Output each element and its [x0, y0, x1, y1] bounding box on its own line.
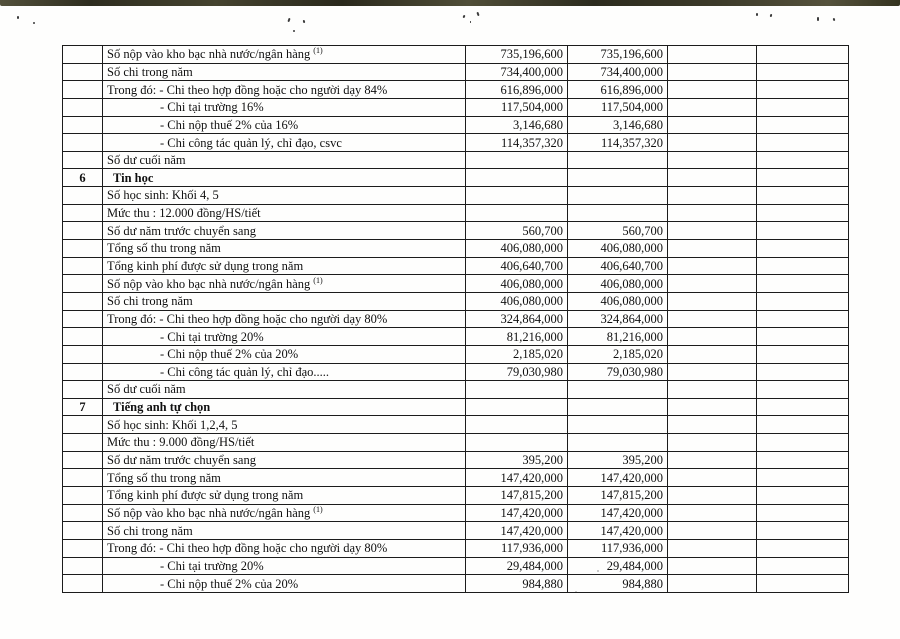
amount-cell: 616,896,000 — [466, 81, 568, 99]
empty-cell — [668, 310, 757, 328]
amount-cell: 616,896,000 — [568, 81, 668, 99]
amount-cell: 147,815,200 — [466, 487, 568, 505]
amount-cell: 117,504,000 — [466, 98, 568, 116]
row-label-cell — [103, 240, 466, 258]
amount-cell: 2,185,020 — [568, 345, 668, 363]
empty-cell — [668, 204, 757, 222]
row-label-cell — [103, 275, 466, 293]
empty-cell — [668, 46, 757, 64]
amount-cell: 79,030,980 — [568, 363, 668, 381]
row-label-cell — [103, 257, 466, 275]
row-number-cell — [63, 451, 103, 469]
row-label-text: Tổng số thu trong năm — [107, 241, 221, 256]
row-label-cell — [103, 310, 466, 328]
empty-cell — [757, 46, 849, 64]
empty-cell — [757, 381, 849, 399]
amount-cell: 406,080,000 — [568, 292, 668, 310]
table-row — [63, 169, 849, 187]
amount-cell: 3,146,680 — [568, 116, 668, 134]
table-row — [63, 469, 849, 487]
row-label-cell — [103, 204, 466, 222]
empty-cell — [668, 81, 757, 99]
row-number-cell — [63, 275, 103, 293]
row-label-text: Tin học — [113, 170, 154, 185]
empty-cell — [757, 557, 849, 575]
table-row — [63, 98, 849, 116]
amount-cell: 29,484,000 — [466, 557, 568, 575]
row-label-text: - Chi tại trường 20% — [160, 329, 264, 344]
amount-cell: 147,420,000 — [568, 504, 668, 522]
empty-cell — [757, 328, 849, 346]
empty-cell — [757, 81, 849, 99]
row-number-cell — [63, 557, 103, 575]
footnote-marker: (1) — [313, 504, 323, 514]
amount-cell — [466, 434, 568, 452]
row-label-cell — [103, 222, 466, 240]
row-number-cell — [63, 434, 103, 452]
empty-cell — [757, 240, 849, 258]
amount-cell: 406,080,000 — [466, 240, 568, 258]
row-label-cell — [103, 451, 466, 469]
row-label-text: Tổng kinh phí được sử dụng trong năm — [107, 259, 304, 273]
table-row — [63, 539, 849, 557]
amount-cell: 406,080,000 — [466, 292, 568, 310]
empty-cell — [668, 487, 757, 505]
row-label-cell — [103, 187, 466, 205]
row-number-cell — [63, 416, 103, 434]
empty-cell — [757, 345, 849, 363]
empty-cell — [668, 275, 757, 293]
row-number-cell — [63, 381, 103, 399]
amount-cell — [568, 169, 668, 187]
row-label-text: Số nộp vào kho bạc nhà nước/ngân hàng — [107, 47, 311, 62]
empty-cell — [757, 169, 849, 187]
empty-cell — [757, 151, 849, 169]
empty-cell — [668, 557, 757, 575]
amount-cell: 395,200 — [466, 451, 568, 469]
amount-cell: 395,200 — [568, 451, 668, 469]
row-label-cell — [103, 345, 466, 363]
amount-cell: 147,420,000 — [466, 469, 568, 487]
amount-cell — [466, 381, 568, 399]
table-row — [63, 292, 849, 310]
row-number-cell: 7 — [63, 398, 103, 416]
empty-cell — [757, 98, 849, 116]
amount-cell: 81,216,000 — [568, 328, 668, 346]
row-label-cell — [103, 63, 466, 81]
empty-cell — [757, 310, 849, 328]
row-label-text: Số chi trong năm — [107, 523, 193, 538]
amount-cell: 147,420,000 — [568, 522, 668, 540]
row-number-cell — [63, 98, 103, 116]
empty-cell — [668, 187, 757, 205]
amount-cell: 324,864,000 — [466, 310, 568, 328]
amount-cell: 117,504,000 — [568, 98, 668, 116]
table-row — [63, 557, 849, 575]
table-row — [63, 398, 849, 416]
row-label-text: Số dư năm trước chuyển sang — [107, 453, 256, 468]
row-label-cell — [103, 434, 466, 452]
scan-speck — [17, 16, 19, 19]
row-number-cell — [63, 487, 103, 505]
row-label-text: Trong đó: - Chi theo hợp đồng hoặc cho người dạy 84% — [107, 82, 388, 97]
amount-cell: 114,357,320 — [466, 134, 568, 152]
row-label-text: - Chi nộp thuế 2% của 20% — [160, 576, 299, 591]
amount-cell — [568, 151, 668, 169]
amount-cell — [466, 187, 568, 205]
empty-cell — [668, 539, 757, 557]
row-label-text: Số học sinh: Khối 4, 5 — [107, 188, 219, 203]
row-number-cell — [63, 187, 103, 205]
scan-speck — [833, 18, 836, 21]
empty-cell — [757, 504, 849, 522]
table-row — [63, 345, 849, 363]
row-label-cell — [103, 575, 466, 593]
amount-cell — [466, 169, 568, 187]
footnote-marker: (1) — [313, 275, 323, 285]
row-number-cell — [63, 575, 103, 593]
row-number-cell — [63, 151, 103, 169]
row-label-text: Số nộp vào kho bạc nhà nước/ngân hàng — [107, 505, 311, 520]
scan-speck — [303, 20, 306, 23]
table-row — [63, 416, 849, 434]
amount-cell — [466, 204, 568, 222]
amount-cell: 406,640,700 — [466, 257, 568, 275]
amount-cell: 984,880 — [568, 575, 668, 593]
row-label-text: Số dư cuối năm — [107, 382, 186, 397]
table-row — [63, 522, 849, 540]
amount-cell: 984,880 — [466, 575, 568, 593]
row-label-cell — [103, 504, 466, 522]
amount-cell: 734,400,000 — [568, 63, 668, 81]
row-label-cell — [103, 98, 466, 116]
row-number-cell — [63, 292, 103, 310]
amount-cell — [568, 187, 668, 205]
amount-cell — [568, 434, 668, 452]
amount-cell: 560,700 — [466, 222, 568, 240]
empty-cell — [757, 434, 849, 452]
row-number-cell — [63, 81, 103, 99]
empty-cell — [668, 116, 757, 134]
empty-cell — [668, 345, 757, 363]
row-label-cell — [103, 398, 466, 416]
table-row — [63, 81, 849, 99]
amount-cell — [466, 398, 568, 416]
row-label-cell — [103, 522, 466, 540]
row-label-text: Trong đó: - Chi theo hợp đồng hoặc cho người dạy 80% — [107, 541, 388, 556]
table-row — [63, 222, 849, 240]
row-label-cell — [103, 363, 466, 381]
row-label-text: Số chi trong năm — [107, 294, 193, 309]
amount-cell: 735,196,600 — [568, 46, 668, 64]
empty-cell — [757, 469, 849, 487]
row-label-cell — [103, 169, 466, 187]
row-label-text: - Chi tại trường 20% — [160, 558, 264, 573]
empty-cell — [757, 116, 849, 134]
row-label-text: Mức thu : 12.000 đồng/HS/tiết — [107, 206, 261, 221]
scan-speck — [470, 21, 471, 23]
empty-cell — [757, 451, 849, 469]
table-row — [63, 240, 849, 258]
amount-cell: 114,357,320 — [568, 134, 668, 152]
amount-cell: 79,030,980 — [466, 363, 568, 381]
row-label-cell — [103, 151, 466, 169]
empty-cell — [757, 292, 849, 310]
table-row — [63, 575, 849, 593]
empty-cell — [668, 363, 757, 381]
row-label-cell — [103, 46, 466, 64]
row-number-cell — [63, 310, 103, 328]
row-label-text: Tổng kinh phí được sử dụng trong năm — [107, 488, 304, 503]
empty-cell — [757, 575, 849, 593]
empty-cell — [757, 539, 849, 557]
table-row — [63, 134, 849, 152]
table-row — [63, 504, 849, 522]
scan-speck — [462, 15, 465, 19]
empty-cell — [757, 487, 849, 505]
table-row — [63, 275, 849, 293]
table-row — [63, 328, 849, 346]
row-label-cell — [103, 557, 466, 575]
amount-cell: 2,185,020 — [466, 345, 568, 363]
scan-speck — [287, 18, 290, 22]
amount-cell: 406,080,000 — [568, 240, 668, 258]
amount-cell — [568, 381, 668, 399]
row-label-cell — [103, 81, 466, 99]
scan-speck — [770, 14, 773, 17]
table-row — [63, 381, 849, 399]
row-label-text: - Chi công tác quản lý, chỉ đạo, csvc — [160, 135, 342, 150]
amount-cell — [568, 398, 668, 416]
empty-cell — [757, 398, 849, 416]
amount-cell: 406,080,000 — [466, 275, 568, 293]
amount-cell: 3,146,680 — [466, 116, 568, 134]
row-number-cell — [63, 222, 103, 240]
amount-cell: 147,420,000 — [568, 469, 668, 487]
row-label-text: Số dư cuối năm — [107, 153, 186, 168]
amount-cell: 117,936,000 — [466, 539, 568, 557]
row-number-cell — [63, 469, 103, 487]
row-number-cell — [63, 363, 103, 381]
empty-cell — [668, 169, 757, 187]
empty-cell — [757, 416, 849, 434]
amount-cell: 81,216,000 — [466, 328, 568, 346]
row-label-cell — [103, 487, 466, 505]
row-label-text: - Chi công tác quản lý, chỉ đạo..... — [160, 364, 330, 379]
amount-cell: 147,420,000 — [466, 504, 568, 522]
scan-speck — [476, 12, 479, 16]
row-number-cell — [63, 328, 103, 346]
empty-cell — [757, 187, 849, 205]
table-row — [63, 46, 849, 64]
row-label-cell — [103, 292, 466, 310]
row-number-cell — [63, 240, 103, 258]
row-label-text: Trong đó: - Chi theo hợp đồng hoặc cho người dạy 80% — [107, 311, 388, 326]
empty-cell — [668, 63, 757, 81]
row-label-text: Số chi trong năm — [107, 64, 193, 79]
empty-cell — [668, 98, 757, 116]
amount-cell — [568, 416, 668, 434]
row-number-cell — [63, 345, 103, 363]
row-label-cell — [103, 116, 466, 134]
empty-cell — [757, 204, 849, 222]
amount-cell: 406,080,000 — [568, 275, 668, 293]
empty-cell — [757, 522, 849, 540]
empty-cell — [668, 451, 757, 469]
empty-cell — [668, 240, 757, 258]
empty-cell — [757, 63, 849, 81]
amount-cell: 29,484,000 — [568, 557, 668, 575]
row-label-text: - Chi nộp thuế 2% của 20% — [160, 347, 299, 362]
empty-cell — [757, 275, 849, 293]
amount-cell: 147,420,000 — [466, 522, 568, 540]
table-row — [63, 310, 849, 328]
scan-speck — [293, 30, 295, 32]
scan-speck — [756, 13, 758, 16]
row-number-cell — [63, 134, 103, 152]
empty-cell — [668, 469, 757, 487]
table-row — [63, 116, 849, 134]
empty-cell — [757, 222, 849, 240]
empty-cell — [668, 222, 757, 240]
row-number-cell — [63, 63, 103, 81]
table-row — [63, 487, 849, 505]
row-number-cell — [63, 116, 103, 134]
amount-cell — [466, 416, 568, 434]
row-number-cell — [63, 204, 103, 222]
fee-sections-table — [62, 45, 849, 593]
table-row — [63, 151, 849, 169]
row-label-cell — [103, 381, 466, 399]
row-label-cell — [103, 469, 466, 487]
empty-cell — [668, 434, 757, 452]
empty-cell — [668, 151, 757, 169]
scan-speck — [33, 22, 35, 24]
amount-cell: 735,196,600 — [466, 46, 568, 64]
empty-cell — [668, 575, 757, 593]
scan-speck — [817, 17, 819, 21]
row-number-cell — [63, 504, 103, 522]
empty-cell — [757, 134, 849, 152]
accounting-table — [62, 45, 848, 593]
amount-cell: 560,700 — [568, 222, 668, 240]
empty-cell — [668, 134, 757, 152]
table-row — [63, 204, 849, 222]
empty-cell — [668, 398, 757, 416]
row-label-cell — [103, 539, 466, 557]
amount-cell: 117,936,000 — [568, 539, 668, 557]
row-label-text: - Chi nộp thuế 2% của 16% — [160, 117, 299, 132]
row-label-text: Số học sinh: Khối 1,2,4, 5 — [107, 417, 238, 432]
row-label-cell — [103, 328, 466, 346]
amount-cell: 324,864,000 — [568, 310, 668, 328]
amount-cell: 147,815,200 — [568, 487, 668, 505]
empty-cell — [668, 522, 757, 540]
empty-cell — [668, 257, 757, 275]
empty-cell — [668, 292, 757, 310]
empty-cell — [668, 381, 757, 399]
amount-cell — [568, 204, 668, 222]
table-row — [63, 451, 849, 469]
row-label-text: - Chi tại trường 16% — [160, 100, 264, 115]
table-row — [63, 434, 849, 452]
row-label-text: Mức thu : 9.000 đồng/HS/tiết — [107, 435, 255, 450]
table-row — [63, 63, 849, 81]
row-label-text: Tổng số thu trong năm — [107, 470, 221, 485]
table-row — [63, 363, 849, 381]
amount-cell — [466, 151, 568, 169]
empty-cell — [757, 363, 849, 381]
row-label-cell — [103, 134, 466, 152]
amount-cell: 406,640,700 — [568, 257, 668, 275]
row-number-cell — [63, 257, 103, 275]
row-label-text: Tiếng anh tự chọn — [113, 400, 211, 415]
empty-cell — [757, 257, 849, 275]
amount-cell: 734,400,000 — [466, 63, 568, 81]
empty-cell — [668, 328, 757, 346]
empty-cell — [668, 504, 757, 522]
row-number-cell — [63, 539, 103, 557]
table-row — [63, 187, 849, 205]
row-number-cell — [63, 522, 103, 540]
row-label-text: Số nộp vào kho bạc nhà nước/ngân hàng — [107, 276, 311, 291]
row-number-cell: 6 — [63, 169, 103, 187]
table-row — [63, 257, 849, 275]
footnote-marker: (1) — [313, 46, 323, 56]
row-label-cell — [103, 416, 466, 434]
scanner-edge-bar — [0, 0, 900, 6]
empty-cell — [668, 416, 757, 434]
row-number-cell — [63, 46, 103, 64]
row-label-text: Số dư năm trước chuyển sang — [107, 223, 256, 238]
